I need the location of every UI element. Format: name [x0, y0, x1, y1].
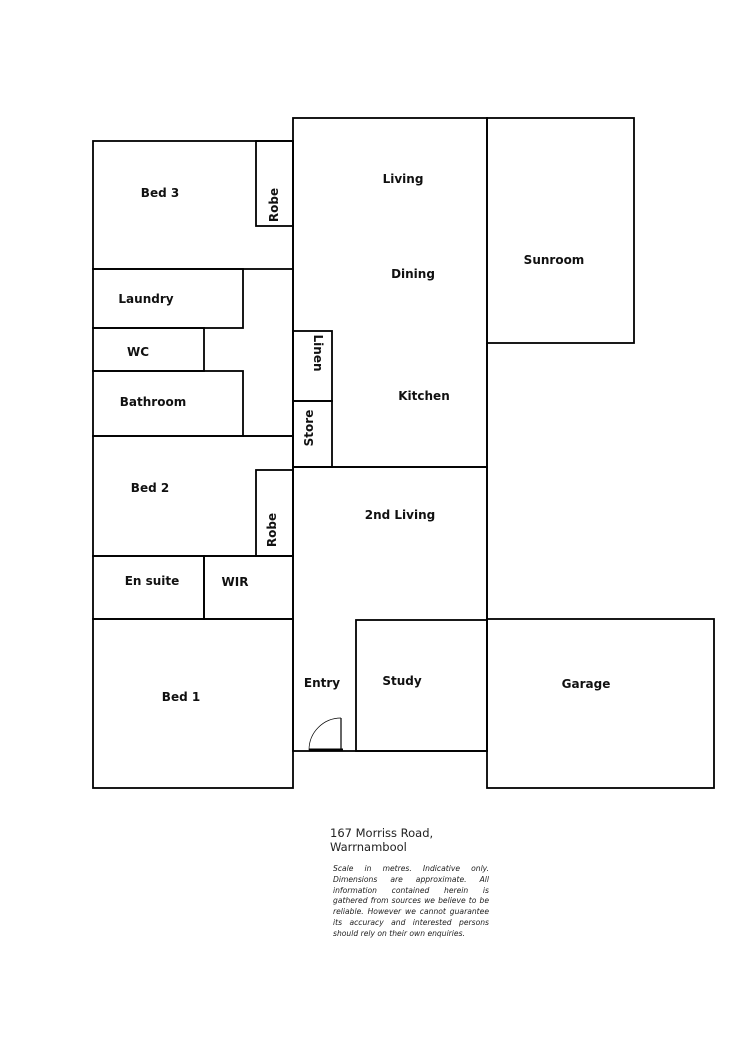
property-address [330, 826, 433, 854]
wall-garage [487, 619, 714, 788]
label-bed1: Bed 1 [161, 690, 201, 704]
wall-wir [204, 556, 293, 619]
label-2nd-living: 2nd Living [364, 508, 436, 522]
label-robe-top: Robe [267, 187, 281, 223]
label-bed2: Bed 2 [130, 481, 170, 495]
address-line-2: Warrnambool [330, 840, 407, 854]
label-kitchen: Kitchen [398, 389, 450, 403]
wall-bed3 [93, 141, 293, 269]
label-laundry: Laundry [118, 292, 174, 306]
door-swing-arc [309, 718, 341, 750]
label-wir: WIR [221, 575, 249, 589]
label-bed3: Bed 3 [140, 186, 180, 200]
label-sunroom: Sunroom [523, 253, 585, 267]
label-wc: WC [126, 345, 150, 359]
label-store: Store [302, 409, 316, 447]
room-labels [118, 172, 610, 704]
label-garage: Garage [561, 677, 611, 691]
label-linen: Linen [311, 334, 325, 372]
address-line-1: 167 Morriss Road, [330, 826, 434, 840]
label-living: Living [382, 172, 424, 186]
label-robe-mid: Robe [265, 512, 279, 548]
label-study: Study [382, 674, 422, 688]
wall-living-kitchen [293, 118, 487, 467]
label-entry: Entry [303, 676, 341, 690]
label-ensuite: En suite [124, 574, 180, 588]
entry-door [309, 718, 343, 750]
label-bathroom: Bathroom [119, 395, 187, 409]
wall-bed2 [93, 436, 293, 556]
label-dining: Dining [391, 267, 435, 281]
disclaimer-text: Scale in metres. Indicative only. Dimensions are approximate. All information contained herein is gathered from sources we believe to be reliable. However we cannot guarantee its accuracy and interested persons should rely on their own enquiries. [333, 864, 489, 938]
wall-sunroom [487, 118, 634, 343]
